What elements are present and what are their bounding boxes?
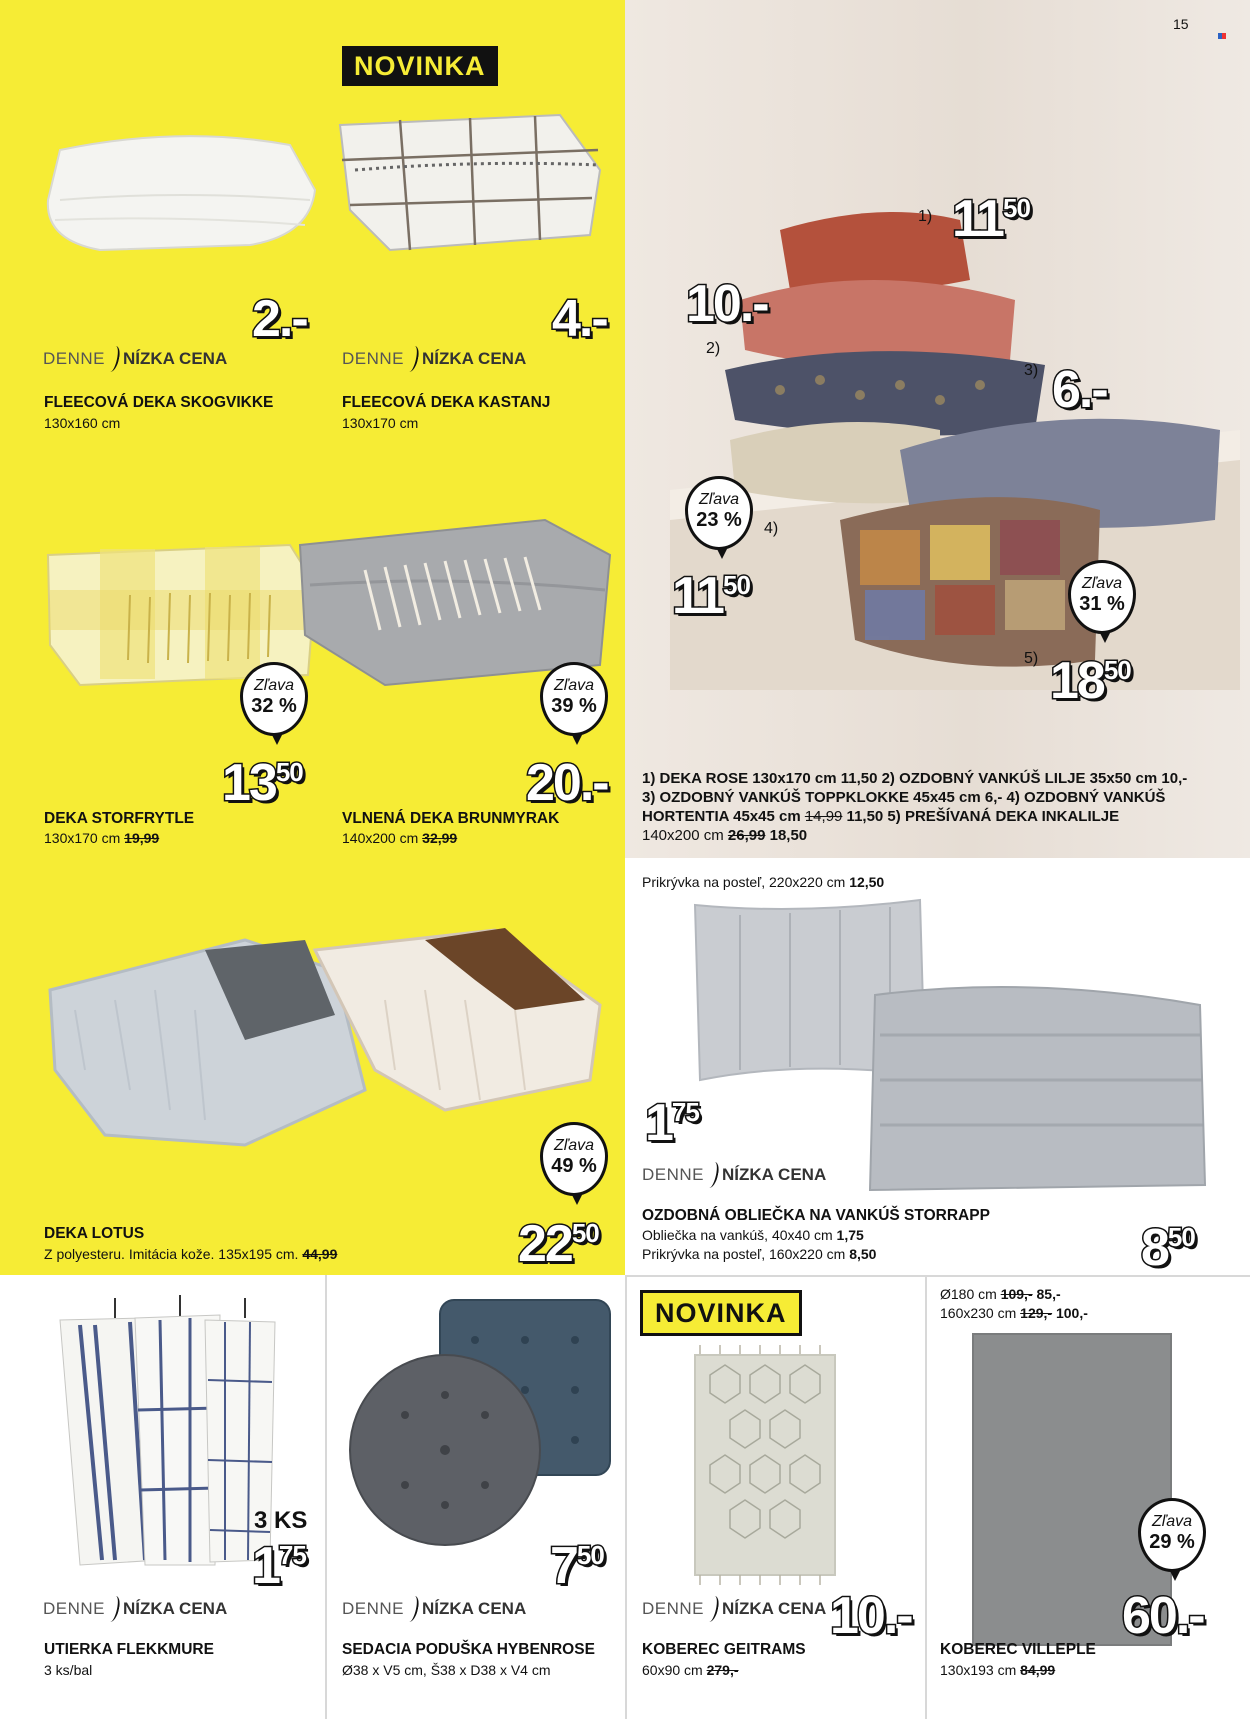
page-number: 15	[1173, 16, 1189, 32]
rose-set-description	[642, 769, 1187, 845]
villeple-option-2: 160x230 cm 129,- 100,-	[940, 1305, 1088, 1321]
rug-geitrams-image	[690, 1345, 840, 1585]
qty-flekkmure: 3 KS	[254, 1507, 308, 1534]
storrapp-line-2: Prikrývka na posteľ, 160x220 cm 8,50	[642, 1246, 877, 1262]
discount-badge-storfrytle: Zľava 32 %	[240, 662, 308, 736]
towels-flekkmure-image	[50, 1290, 280, 1570]
price-flekkmure: 175	[252, 1537, 306, 1595]
price-lotus: 2250	[518, 1215, 599, 1273]
blanket-skogvikke-image	[40, 120, 320, 260]
price-rose: 1150	[952, 190, 1030, 248]
denne-nizka-cena-logo: DENNE NÍZKA CENA	[43, 1596, 227, 1622]
size-kastanj: 130x170 cm	[342, 415, 419, 431]
storrapp-line-1: Obliečka na vankúš, 40x40 cm 1,75	[642, 1227, 864, 1243]
title-storrapp: OZDOBNÁ OBLIEČKA NA VANKÚŠ STORRAPP	[642, 1207, 990, 1224]
denne-nizka-cena-logo: DENNE NÍZKA CENA	[642, 1596, 826, 1622]
price-inkalilje: 1850	[1050, 652, 1131, 710]
size-villeple: 130x193 cm 84,99	[940, 1662, 1056, 1678]
price-lilje: 10.-	[686, 275, 768, 333]
vertical-divider-1	[325, 1275, 327, 1719]
price-skogvikke: 2.-	[252, 290, 307, 348]
cushion-label-2: 2)	[706, 340, 721, 357]
title-skogvikke: FLEECOVÁ DEKA SKOGVIKKE	[44, 394, 274, 411]
discount-badge-lotus: Zľava 49 %	[540, 1122, 608, 1196]
title-brunmyrak: VLNENÁ DEKA BRUNMYRAK	[342, 810, 560, 827]
title-villeple: KOBEREC VILLEPLE	[940, 1641, 1096, 1658]
price-storrapp-pillow: 175	[645, 1094, 699, 1152]
storrapp-pillow-and-blanket-image	[680, 895, 1210, 1195]
size-storfrytle: 130x170 cm 19,99	[44, 830, 160, 846]
discount-badge-brunmyrak: Zľava 39 %	[540, 662, 608, 736]
rose-line-1: 1) DEKA ROSE 130x170 cm 11,50 2) OZDOBNÝ VANKÚŠ LILJE 35x50 cm 10,-	[642, 770, 1188, 787]
villeple-option-1: Ø180 cm 109,- 85,-	[940, 1286, 1061, 1302]
size-brunmyrak: 140x200 cm 32,99	[342, 830, 458, 846]
title-kastanj: FLEECOVÁ DEKA KASTANJ	[342, 394, 551, 411]
title-geitrams: KOBEREC GEITRAMS	[642, 1641, 806, 1658]
price-geitrams: 10.-	[830, 1587, 912, 1645]
discount-badge-villeple: Zľava 29 %	[1138, 1498, 1206, 1572]
size-flekkmure: 3 ks/bal	[44, 1662, 93, 1678]
rose-line-4: 140x200 cm 26,99 18,50	[642, 827, 808, 844]
price-villeple: 60.-	[1122, 1587, 1204, 1645]
novinka-badge: NOVINKA	[342, 46, 498, 86]
price-hybenrose: 750	[550, 1537, 604, 1595]
size-hybenrose: Ø38 x V5 cm, Š38 x D38 x V4 cm	[342, 1662, 551, 1678]
discount-badge-inkalilje: Zľava 31 %	[1068, 560, 1136, 634]
blanket-kastanj-image	[330, 110, 615, 260]
cushion-label-3: 3)	[1024, 362, 1039, 379]
price-kastanj: 4.-	[552, 290, 607, 348]
blanket-lotus-image	[45, 920, 605, 1155]
denne-nizka-cena-logo: DENNE NÍZKA CENA	[342, 346, 526, 372]
price-toppklokke: 6.-	[1052, 361, 1107, 419]
cushion-label-1: 1)	[918, 208, 933, 225]
rose-line-3: HORTENTIA 45x45 cm 14,99 11,50 5) PREŠÍVANÁ DEKA INKALILJE	[642, 808, 1120, 825]
title-flekkmure: UTIERKA FLEKKMURE	[44, 1641, 214, 1658]
size-skogvikke: 130x160 cm	[44, 415, 121, 431]
rose-line-2: 3) OZDOBNÝ VANKÚŠ TOPPKLOKKE 45x45 cm 6,- 4) OZDOBNÝ VANKÚŠ	[642, 789, 1166, 806]
title-hybenrose: SEDACIA PODUŠKA HYBENROSE	[342, 1641, 595, 1658]
seat-cushions-hybenrose-image	[340, 1295, 620, 1565]
size-geitrams: 60x90 cm 279,-	[642, 1662, 739, 1678]
discount-badge-hortentia: Zľava 23 %	[685, 476, 753, 550]
title-lotus: DEKA LOTUS	[44, 1225, 145, 1242]
price-storrapp-blanket: 850	[1141, 1219, 1195, 1277]
denne-nizka-cena-logo: DENNE NÍZKA CENA	[43, 346, 227, 372]
denne-nizka-cena-logo: DENNE NÍZKA CENA	[642, 1162, 826, 1188]
cushion-label-4: 4)	[764, 520, 779, 537]
novinka-badge: NOVINKA	[640, 1290, 802, 1336]
brand-mark-icon	[1218, 33, 1226, 39]
title-storfrytle: DEKA STORFRYTLE	[44, 810, 195, 827]
price-storfrytle: 1350	[222, 754, 303, 812]
cushion-label-5: 5)	[1024, 650, 1039, 667]
price-brunmyrak: 20.-	[526, 754, 608, 812]
vertical-divider-2	[625, 1275, 627, 1719]
desc-lotus: Z polyesteru. Imitácia kože. 135x195 cm. 44,99	[44, 1246, 338, 1262]
denne-nizka-cena-logo: DENNE NÍZKA CENA	[342, 1596, 526, 1622]
vertical-divider-3	[925, 1275, 927, 1719]
price-hortentia: 1150	[672, 567, 750, 625]
storrapp-top-text: Prikrývka na posteľ, 220x220 cm 12,50	[642, 874, 885, 890]
